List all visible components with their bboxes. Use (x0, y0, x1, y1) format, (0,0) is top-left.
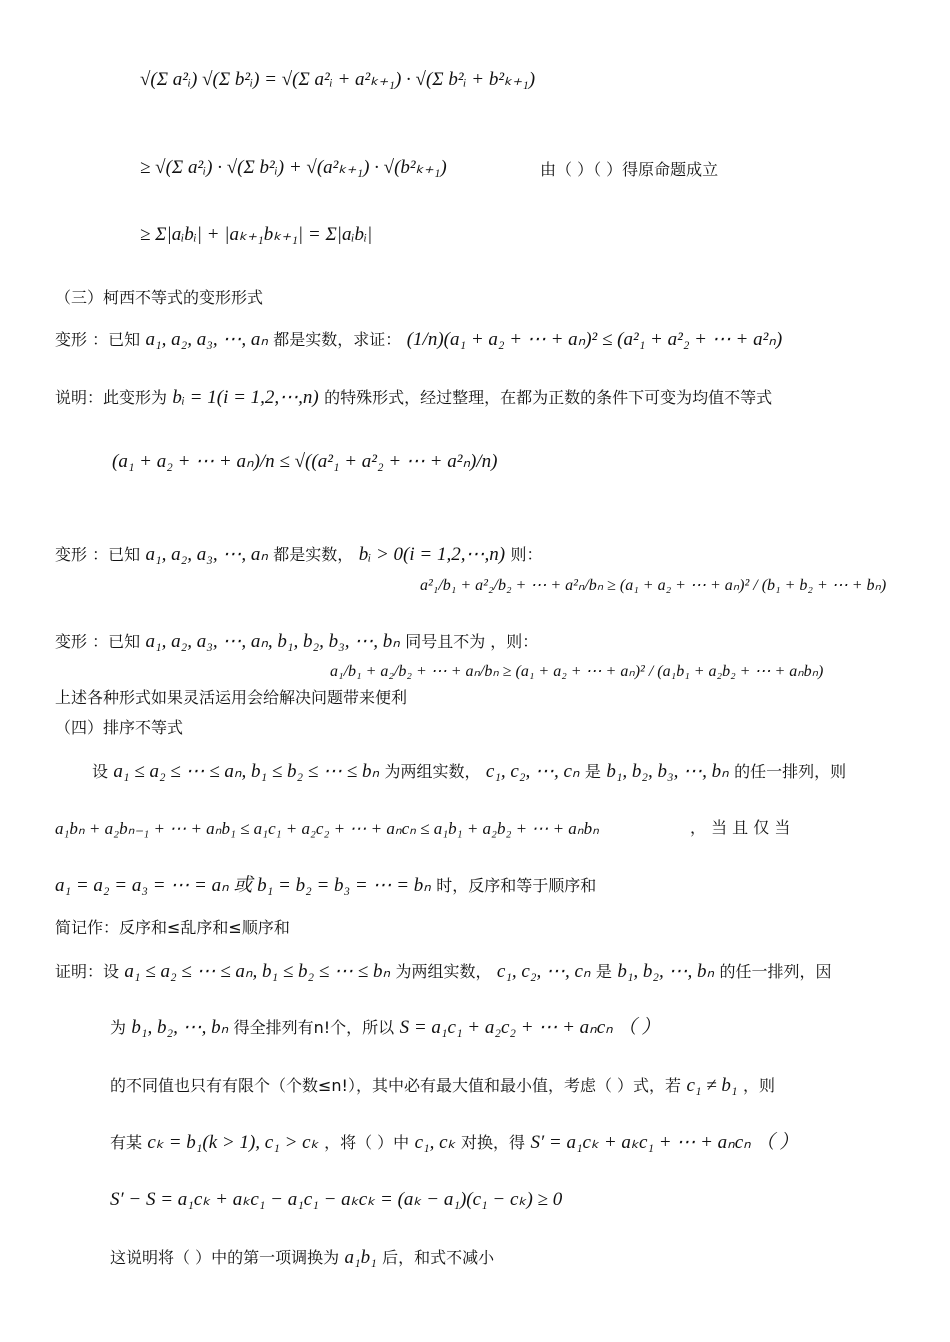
variant1-mid: 都是实数，求证： (273, 330, 402, 349)
proof-line-finite (110, 1076, 775, 1095)
difference-formula: S′ − S = a₁cₖ + aₖc₁ − a₁c₁ − aₖcₖ = (aₖ − a₁)(c₁ − cₖ) ≥ 0 (110, 1189, 563, 1210)
p3-text: 的不同值也只有有限个（个数≤n!），其中必有最大值和最小值，考虑（ ）式，若 (110, 1076, 682, 1095)
proof-start (55, 962, 832, 981)
variant2-mid: 都是实数， (273, 545, 354, 564)
final-term: a₁b₁ (344, 1247, 377, 1268)
proof-line-permutations (110, 1018, 660, 1037)
equality-suffix: 时，反序和等于顺序和 (436, 876, 597, 895)
p2-sum-S: S = a₁c₁ + a₂c₂ + ⋯ + aₙcₙ （ ） (399, 1017, 661, 1038)
p4-prefix: 有某 (110, 1133, 143, 1152)
variant1 (55, 330, 782, 349)
final-prefix: 这说明将（ ）中的第一项调换为 (110, 1248, 340, 1267)
p4-condition: cₖ = b₁(k > 1), c₁ > cₖ (147, 1132, 319, 1153)
proof-line-1: √(Σ a²ᵢ) √(Σ b²ᵢ) = √(Σ a²ᵢ + a²ₖ₊₁) · √(Σ b²ᵢ + b²ₖ₊₁) (140, 69, 536, 90)
variant2-condition: bᵢ > 0(i = 1,2,⋯,n) (358, 544, 506, 565)
statement-prefix: 设 (92, 762, 109, 781)
note-suffix: 的特殊形式，经过整理，在都为正数的条件下可变为均值不等式 (324, 388, 773, 407)
variant1-formula: (1/n)(a₁ + a₂ + ⋯ + aₙ)² ≤ (a²₁ + a²₂ + ⋯ + a²ₙ) (406, 329, 783, 350)
proof-conclusion: 由（ ）（ ）得原命题成立 (540, 160, 719, 179)
section4-heading: （四）排序不等式 (55, 718, 184, 737)
p4-swap: 对换，得 (461, 1133, 526, 1152)
iff-text: ， 当 且 仅 当 (690, 818, 791, 837)
statement-is: 是 (584, 762, 601, 781)
summary-line: 上述各种形式如果灵活运用会给解决问题带来便利 (55, 688, 408, 707)
statement-sequences: a₁ ≤ a₂ ≤ ⋯ ≤ aₙ, b₁ ≤ b₂ ≤ ⋯ ≤ bₙ (113, 761, 380, 782)
equality-formula: a₁ = a₂ = a₃ = ⋯ = aₙ 或 b₁ = b₂ = b₃ = ⋯ = bₙ (55, 875, 431, 896)
proof-line-swap (110, 1133, 798, 1152)
p4-sum-S-prime: S′ = a₁cₖ + aₖc₁ + ⋯ + aₙcₙ （ ） (530, 1132, 799, 1153)
p2-mid: 得全排列有n!个，所以 (233, 1018, 395, 1037)
proof-line-3: ≥ Σ|aᵢbᵢ| + |aₖ₊₁bₖ₊₁| = Σ|aᵢbᵢ| (140, 224, 373, 245)
variant1-vars: a₁, a₂, a₃, ⋯, aₙ (145, 329, 268, 350)
note-line (55, 388, 772, 407)
variant3-formula: a₁/b₁ + a₂/b₂ + ⋯ + aₙ/bₙ ≥ (a₁ + a₂ + ⋯ + aₙ)² / (a₁b₁ + a₂b₂ + ⋯ + aₙbₙ) (330, 663, 824, 680)
variant2-label: 变形 ：已知 (55, 545, 141, 564)
p3-suffix: ，则 (742, 1076, 775, 1095)
p2-prefix: 为 (110, 1018, 127, 1037)
variant2-then: 则： (510, 545, 543, 564)
proof-line-2: ≥ √(Σ a²ᵢ) · √(Σ b²ᵢ) + √(a²ₖ₊₁) · √(b²ₖ₊₁) (140, 157, 447, 178)
rearrangement-statement (92, 762, 846, 781)
proof-sequences: a₁ ≤ a₂ ≤ ⋯ ≤ aₙ, b₁ ≤ b₂ ≤ ⋯ ≤ bₙ (124, 961, 391, 982)
final-suffix: 后，和式不减小 (382, 1248, 495, 1267)
variant3 (55, 632, 538, 651)
mean-inequality: (a₁ + a₂ + ⋯ + aₙ)/n ≤ √((a²₁ + a²₂ + ⋯ + a²ₙ)/n) (112, 451, 498, 472)
statement-b: b₁, b₂, b₃, ⋯, bₙ (606, 761, 729, 782)
p4-pair: c₁, cₖ (414, 1132, 456, 1153)
proof-c: c₁, c₂, ⋯, cₙ (496, 961, 591, 982)
variant2 (55, 545, 542, 564)
p2-b: b₁, b₂, ⋯, bₙ (131, 1017, 229, 1038)
p3-condition: c₁ ≠ b₁ (686, 1075, 738, 1096)
proof-b: b₁, b₂, ⋯, bₙ (617, 961, 715, 982)
variant2-vars: a₁, a₂, a₃, ⋯, aₙ (145, 544, 268, 565)
rearrangement-inequality (55, 820, 599, 838)
memo-line: 简记作：反序和≤乱序和≤顺序和 (55, 918, 290, 937)
inequality-chain: a₁bₙ + a₂bₙ₋₁ + ⋯ + aₙb₁ ≤ a₁c₁ + a₂c₂ + ⋯ + aₙcₙ ≤ a₁b₁ + a₂b₂ + ⋯ + aₙbₙ (55, 819, 599, 838)
proof-suffix: 的任一排列，因 (719, 962, 832, 981)
proof-final-line (110, 1248, 494, 1267)
statement-suffix: 的任一排列，则 (734, 762, 847, 781)
proof-is: 是 (595, 962, 612, 981)
variant3-mid: 同号且不为 ，则： (405, 632, 539, 651)
note-condition: bᵢ = 1(i = 1,2,⋯,n) (172, 387, 319, 408)
proof-prefix: 证明：设 (55, 962, 120, 981)
variant3-label: 变形 ：已知 (55, 632, 141, 651)
note-prefix: 说明：此变形为 (55, 388, 168, 407)
variant1-label: 变形 ：已知 (55, 330, 141, 349)
variant2-formula: a²₁/b₁ + a²₂/b₂ + ⋯ + a²ₙ/bₙ ≥ (a₁ + a₂ + ⋯ + aₙ)² / (b₁ + b₂ + ⋯ + bₙ) (420, 577, 887, 594)
statement-mid: 为两组实数， (384, 762, 481, 781)
section3-heading: （三）柯西不等式的变形形式 (55, 288, 264, 307)
variant3-vars: a₁, a₂, a₃, ⋯, aₙ, b₁, b₂, b₃, ⋯, bₙ (145, 631, 400, 652)
p4-mid: ，将（ ）中 (324, 1133, 410, 1152)
statement-c: c₁, c₂, ⋯, cₙ (485, 761, 580, 782)
proof-mid: 为两组实数， (395, 962, 492, 981)
equality-condition (55, 876, 596, 895)
